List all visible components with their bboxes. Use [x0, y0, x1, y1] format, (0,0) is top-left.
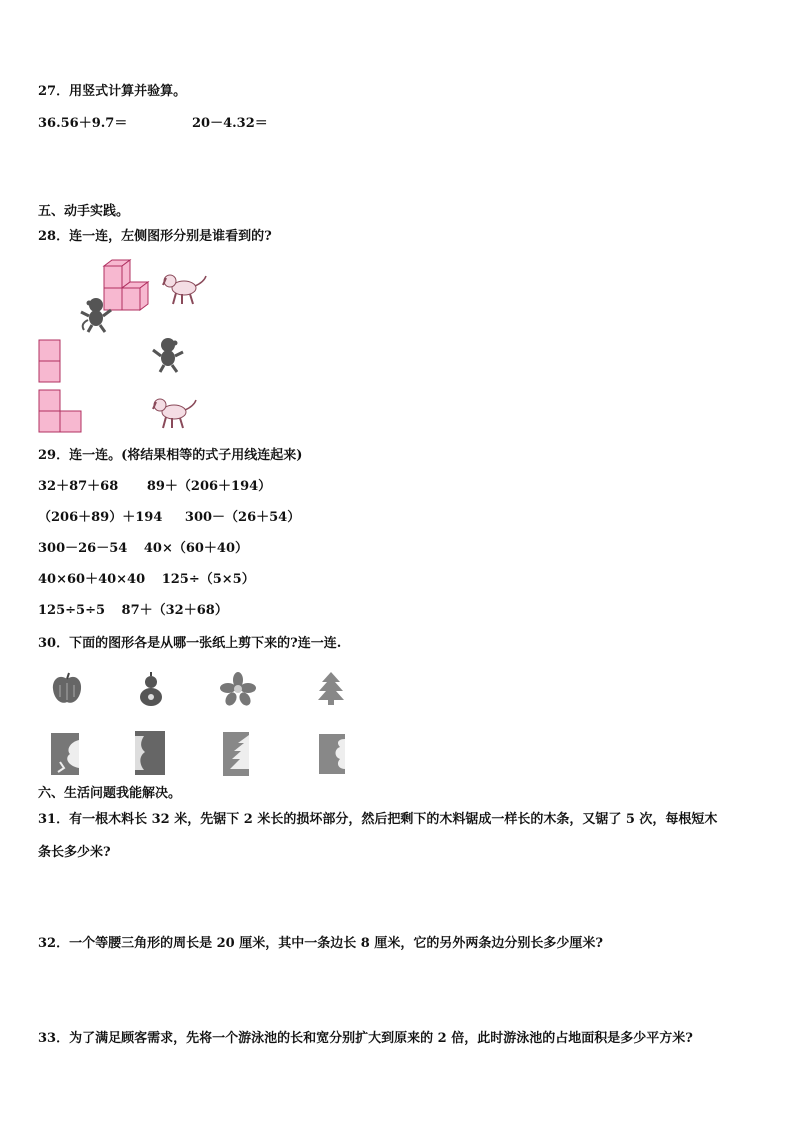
q29-left-expression: 300－26－54	[38, 541, 128, 556]
q27-expression-2: 20－4.32＝	[192, 116, 268, 131]
q31-line-2: 条长多少米?	[38, 845, 111, 860]
q29-left-expression: 32＋87＋68	[38, 479, 119, 494]
tree-cutout-icon	[316, 670, 346, 706]
paper-sheet-2-icon	[134, 730, 166, 776]
q29-right-expression: 89＋（206＋194）	[146, 479, 272, 494]
q30-title: 30．下面的图形各是从哪一张纸上剪下来的?连一连.	[38, 636, 342, 651]
q29-right-expression: 125÷（5×5）	[161, 572, 255, 587]
side-view-l-shape	[38, 389, 84, 433]
q32-text: 32．一个等腰三角形的周长是 20 厘米，其中一条边长 8 厘米，它的另外两条边分别长多少厘米?	[38, 936, 603, 951]
paper-sheet-4-icon	[318, 733, 346, 775]
dog-icon	[150, 396, 198, 430]
q28-title: 28．连一连，左侧图形分别是谁看到的?	[38, 229, 272, 244]
q27-title: 27．用竖式计算并验算。	[38, 84, 187, 99]
q29-row	[38, 603, 228, 619]
paper-sheet-1-icon	[50, 732, 80, 776]
q29-row	[38, 572, 255, 588]
q27-expression-1: 36.56＋9.7＝	[38, 116, 128, 131]
monkey-icon	[78, 296, 114, 334]
section-5-heading: 五、动手实践。	[38, 204, 130, 219]
section-6-heading: 六、生活问题我能解决。	[38, 786, 182, 801]
dog-icon	[160, 272, 208, 306]
q29-right-expression: 87＋（32＋68）	[121, 603, 228, 618]
q31-line-1: 31．有一根木料长 32 米，先锯下 2 米长的损坏部分，然后把剩下的木料锯成一样长的木条，又锯了 5 次，每根短木	[38, 812, 718, 827]
apple-cutout-icon	[50, 671, 84, 707]
q29-row	[38, 541, 248, 557]
front-view-two-squares	[38, 339, 62, 383]
monkey-icon	[150, 336, 186, 374]
q29-title: 29．连一连。(将结果相等的式子用线连起来)	[38, 448, 303, 463]
gourd-cutout-icon	[134, 670, 168, 708]
paper-sheet-3-icon	[222, 731, 250, 777]
q29-left-expression: （206＋89）＋194	[38, 510, 163, 525]
q29-left-expression: 40×60＋40×40	[38, 572, 146, 587]
q29-row	[38, 510, 300, 526]
flower-cutout-icon	[220, 672, 256, 706]
q33-text: 33．为了满足顾客需求，先将一个游泳池的长和宽分别扩大到原来的 2 倍，此时游泳池的占地面积是多少平方米?	[38, 1031, 693, 1046]
q29-right-expression: 40×（60＋40）	[143, 541, 249, 556]
q29-right-expression: 300－（26＋54）	[184, 510, 301, 525]
q29-left-expression: 125÷5÷5	[38, 603, 106, 618]
q29-row	[38, 479, 271, 495]
